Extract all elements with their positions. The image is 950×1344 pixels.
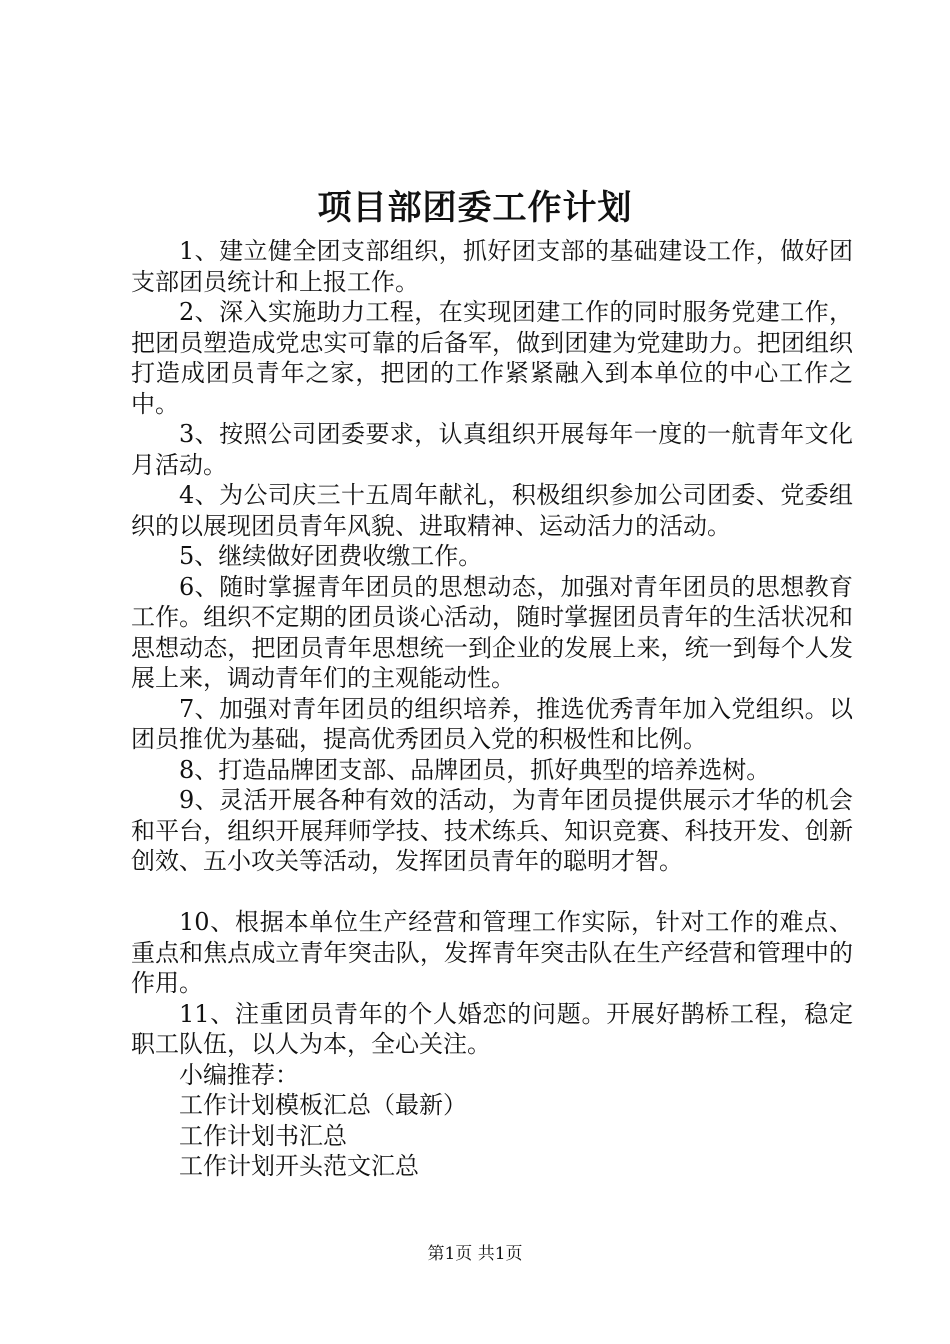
recommend-link-1[interactable]: 工作计划模板汇总（最新） (179, 1091, 467, 1119)
paragraph-10: 10、根据本单位生产经营和管理工作实际，针对工作的难点、重点和焦点成立青年突击队，发挥青年突击队在生产经营和管理中的作用。 (131, 908, 853, 997)
paragraph-5: 5、继续做好团费收缴工作。 (179, 542, 483, 570)
recommend-link-2[interactable]: 工作计划书汇总 (179, 1121, 347, 1150)
document-title: 项目部团委工作计划 (317, 188, 633, 228)
paragraph-1: 1、建立健全团支部组织，抓好团支部的基础建设工作，做好团支部团员统计和上报工作。 (131, 237, 853, 296)
document-body (131, 236, 853, 1182)
paragraph-7: 7、加强对青年团员的组织培养，推选优秀青年加入党组织。以团员推优为基础，提高优秀团员入党的积极性和比例。 (131, 694, 853, 753)
paragraph-spacer (131, 877, 853, 908)
paragraph-11: 11、注重团员青年的个人婚恋的问题。开展好鹊桥工程，稳定职工队伍，以人为本，全心关注。 (131, 999, 853, 1058)
page-footer: 第1页 共1页 (427, 1244, 523, 1264)
paragraph-8: 8、打造品牌团支部、品牌团员，抓好典型的培养选树。 (179, 755, 771, 784)
paragraph-4: 4、为公司庆三十五周年献礼，积极组织参加公司团委、党委组织的以展现团员青年风貌、进取精神、运动活力的活动。 (131, 481, 853, 540)
paragraph-6: 6、随时掌握青年团员的思想动态，加强对青年团员的思想教育工作。组织不定期的团员谈心活动，随时掌握团员青年的生活状况和思想动态，把团员青年思想统一到企业的发展上来，统一到每个人发展上来，调动青年们的主观能动性。 (131, 572, 853, 692)
recommend-link-3[interactable]: 工作计划开头范文汇总 (179, 1152, 419, 1180)
paragraph-9: 9、灵活开展各种有效的活动，为青年团员提供展示才华的机会和平台，组织开展拜师学技、技术练兵、知识竞赛、科技开发、创新创效、五小攻关等活动，发挥团员青年的聪明才智。 (131, 786, 853, 875)
paragraph-2: 2、深入实施助力工程，在实现团建工作的同时服务党建工作，把团员塑造成党忠实可靠的后备军，做到团建为党建助力。把团组织打造成团员青年之家，把团的工作紧紧融入到本单位的中心工作之中。 (131, 298, 853, 418)
paragraph-3: 3、按照公司团委要求，认真组织开展每年一度的一航青年文化月活动。 (131, 420, 853, 479)
recommend-label: 小编推荐： (179, 1060, 299, 1089)
